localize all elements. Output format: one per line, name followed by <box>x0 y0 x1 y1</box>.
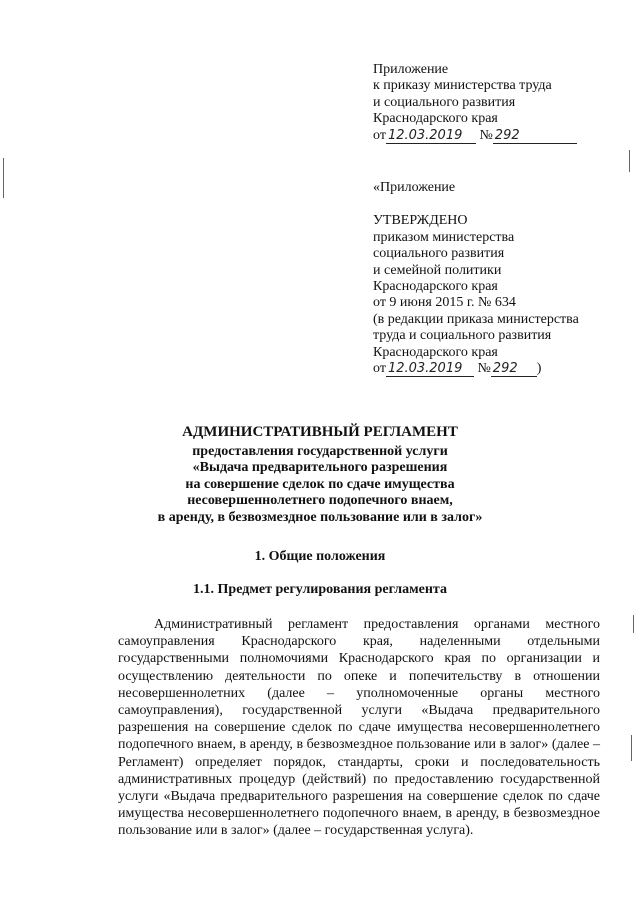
approval-date-line <box>373 361 579 377</box>
approval-line: приказом министерства <box>373 229 515 245</box>
scan-margin-mark <box>3 158 4 198</box>
title-line: в аренду, в безвозмездное пользование или в залог» <box>157 509 483 525</box>
scan-margin-mark <box>633 615 634 633</box>
subsection-heading: 1.1. Предмет регулирования регламента <box>193 582 447 597</box>
title-main: АДМИНИСТРАТИВНЫЙ РЕГЛАМЕНТ <box>182 424 458 440</box>
handwritten-number: 292 <box>494 127 520 143</box>
appendix-block <box>373 62 577 144</box>
date-field <box>386 129 476 144</box>
title-line: «Выдача предварительного разрешения <box>192 460 448 476</box>
appendix-line: и социального развития <box>373 94 516 110</box>
approval-block <box>373 180 579 377</box>
title-line: предоставления государственной услуги <box>192 444 448 459</box>
approval-line: Краснодарского края <box>373 279 498 295</box>
scan-margin-mark <box>631 735 632 761</box>
handwritten-number: 292 <box>492 361 518 377</box>
handwritten-date: 12.03.2019 <box>387 127 463 143</box>
number-field <box>493 129 577 144</box>
number-prefix: № <box>479 127 493 143</box>
date-prefix: от <box>373 361 386 377</box>
title-line: несовершеннолетнего подопечного внаем, <box>187 493 453 509</box>
section-heading: 1. Общие положения <box>254 549 386 564</box>
paragraph-text: Административный регламент предоставления органами местного самоуправления Краснодарского края, наделенными отдельными государственными полномочиями Краснодарского края по организации и осуществлению деятельности по опеке и попечительству в отношении несовершеннолетних (далее – уполномоченные органы местного самоуправления), государственной услуги «Выдача предварительного разрешения на совершение сделок по сдаче имущества несовершеннолетнего подопечного внаем, в аренду, в безвозмездное пользование или в залог» (далее – Регламент) определяет порядок, стандарты, сроки и последовательность административных процедур (действий) по предоставлению государственной услуги «Выдача предварительного разрешения на совершение сделок по сдаче имущества несовершеннолетнего подопечного внаем, в аренду, в безвозмездное пользование или в залог» (далее – государственная услуга). <box>118 617 600 839</box>
appendix-line: Краснодарского края <box>373 111 498 127</box>
appendix-line: к приказу министерства труда <box>373 78 552 94</box>
number-prefix: № <box>477 361 491 377</box>
title-line: на совершение сделок по сдаче имущества <box>185 476 455 492</box>
approved-heading: УТВЕРЖДЕНО <box>373 213 468 229</box>
body-paragraph <box>118 616 600 840</box>
closing-paren: ) <box>536 361 542 377</box>
approval-line: труда и социального развития <box>373 328 552 344</box>
scan-margin-mark <box>629 150 630 172</box>
approval-line: Краснодарского края <box>373 344 498 360</box>
document-title <box>0 424 640 526</box>
approval-line: социального развития <box>373 246 505 262</box>
number-field <box>491 362 537 377</box>
approval-line: от 9 июня 2015 г. № 634 <box>373 295 516 311</box>
date-field <box>386 362 474 377</box>
appendix-title: Приложение <box>373 62 449 77</box>
date-prefix: от <box>373 127 386 143</box>
appendix-date-line <box>373 128 577 144</box>
approval-line: и семейной политики <box>373 262 502 278</box>
approval-line: (в редакции приказа министерства <box>373 311 579 327</box>
approval-intro: «Приложение <box>373 180 456 195</box>
handwritten-date: 12.03.2019 <box>387 361 463 377</box>
